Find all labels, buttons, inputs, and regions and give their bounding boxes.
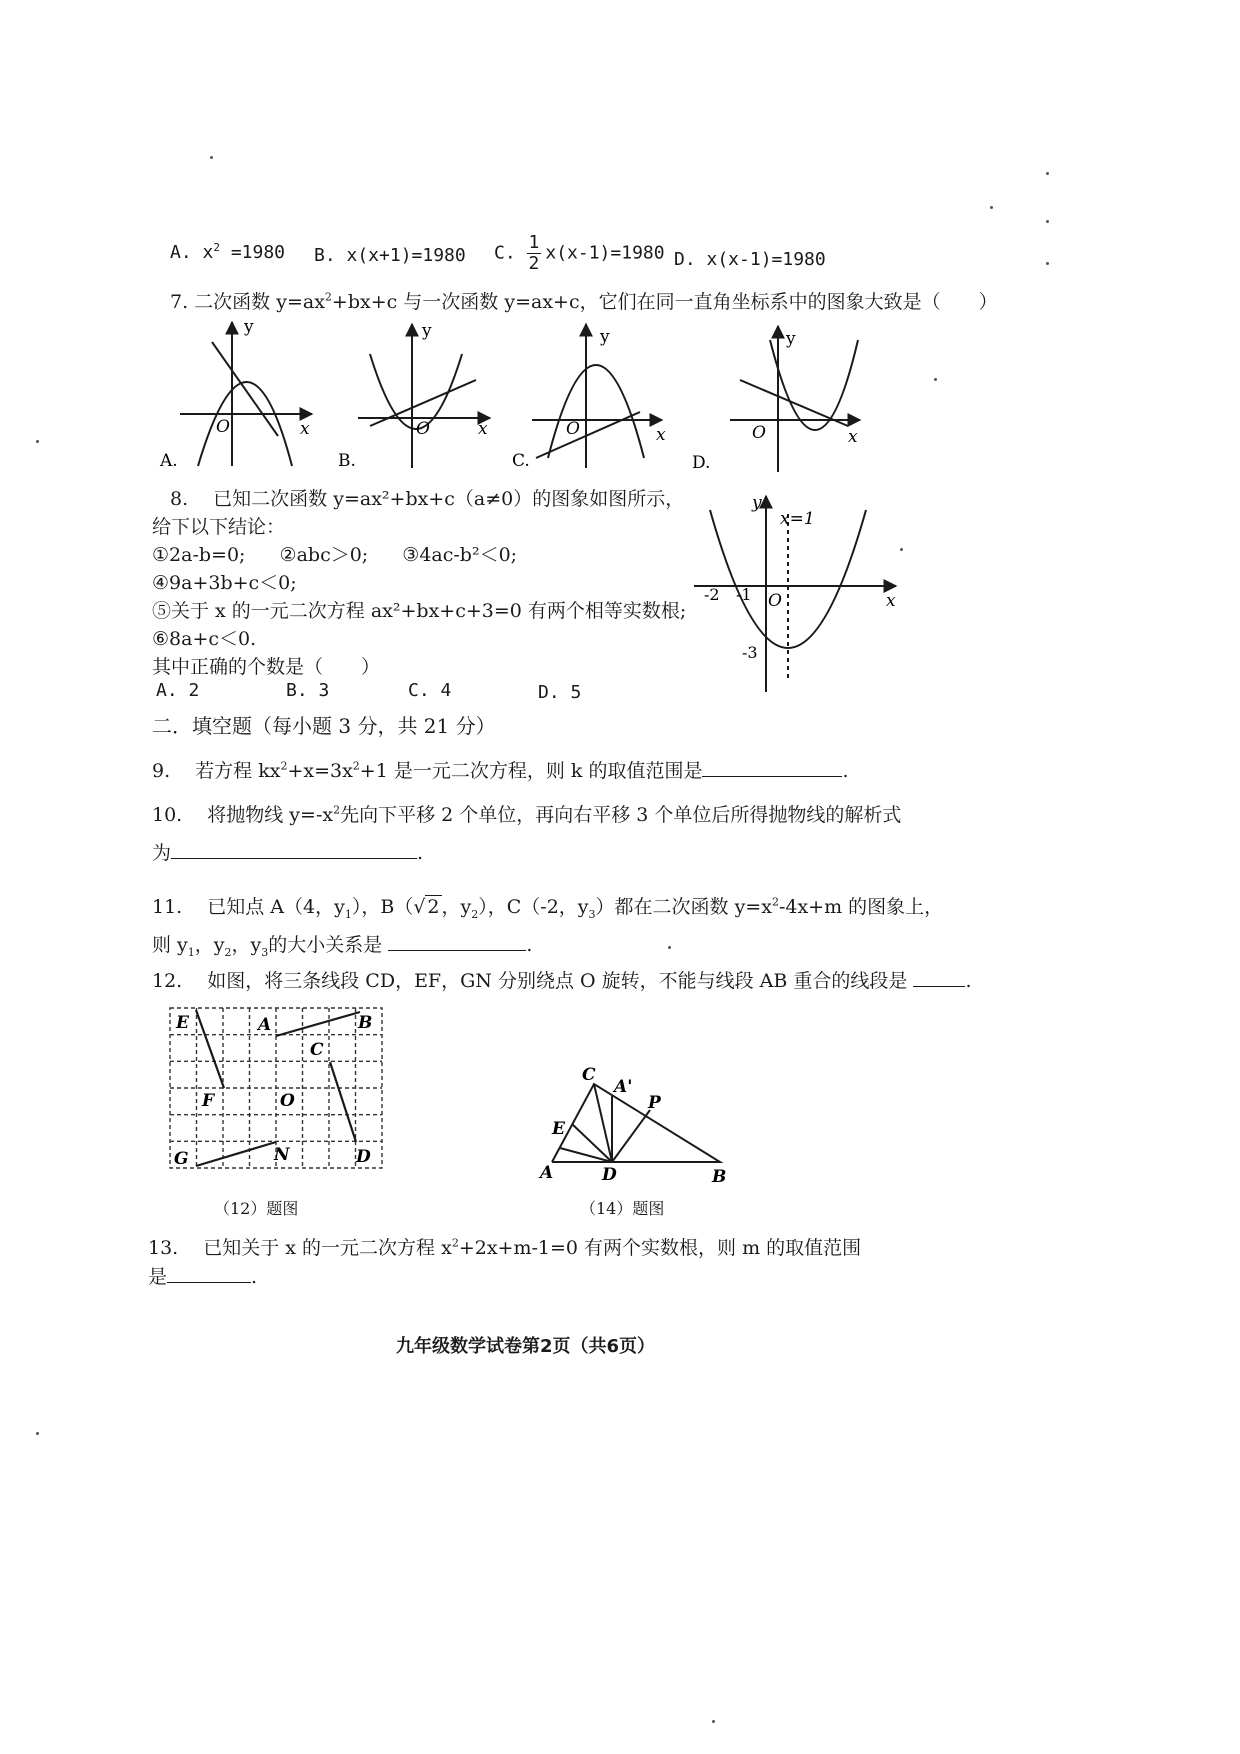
q8-option-c: C. 4 [408,680,452,701]
q8-intro: 给下以下结论： [152,516,286,538]
q8-tick-m2: -2 [704,585,720,604]
scan-speck [210,156,213,159]
q7-c-o: O [566,419,580,439]
q7-label-b: B. [338,451,356,471]
fig12-label-d: D [356,1147,371,1167]
q7-c-x: x [656,425,666,445]
q7-d-x: x [848,427,858,447]
segment-cd [330,1062,356,1142]
q8-conclusion-4: ④9a+3b+c＜0; [152,572,297,594]
q7-graph-b [358,324,490,468]
q8-question: 其中正确的个数是（ ） [152,656,381,678]
fig12-label-n: N [274,1145,290,1165]
scan-speck [990,206,993,209]
triangle-acb [552,1084,720,1162]
section-2-heading: 二．填空题（每小题 3 分，共 21 分） [152,714,496,738]
q7-a-y: y [244,317,254,337]
fig14-label-b: B [712,1167,727,1187]
q11: 11. 已知点 A（4，$y_1$），B（√ 2 ，$y_2$），C（-2，$y_3$）都在二次函数 $y=x^2-4x+m$ 的图象上， [152,895,944,921]
q6-option-a: A. $x^2 =1980$ [170,241,286,263]
q13-answer-line: 是 . [148,1266,258,1288]
scan-speck [712,1720,715,1723]
scan-speck [1046,172,1049,175]
q7-d-y: y [786,329,796,349]
q8-graph-x: x [886,591,896,611]
q6-option-c: C. $\frac{1}{2}$ x(x-1)=1980 [494,232,665,274]
q9: 9. 若方程 $kx^2+x=3x^2+1$ 是一元二次方程，则 k 的取值范围是 . [152,759,849,782]
q6-option-d: D. x(x-1)=1980 [674,249,826,270]
q7-stem: 7. 二次函数 $y=ax^2+bx+c$ 与一次函数 y=ax+c，它们在同一直角坐标系中的图象大致是（ ） [170,290,998,313]
q7-graph-d-wrap [690,320,920,480]
fig12-label-f: F [202,1091,215,1111]
q7-graph-a [180,322,312,466]
scan-speck [668,946,671,949]
scan-speck [1046,220,1049,223]
q10-answer-line: 为 . [152,842,424,864]
fig12-label-e: E [176,1013,189,1033]
q13-answer-blank[interactable] [167,1264,251,1283]
q7-b-y: y [422,321,432,341]
scan-speck [934,378,937,381]
figure-12 [160,1000,400,1180]
q8-tick-m3: -3 [742,643,758,662]
q12: 12. 如图，将三条线段 CD，EF，GN 分别绕点 O 旋转，不能与线段 AB 重合的线段是 . [152,970,972,992]
q7-label-d: D. [692,453,711,473]
q7-b-o: O [416,419,430,439]
q8-conclusion-2: ②abc＞0; [279,544,369,566]
q7-label-a: A. [160,451,178,471]
figure-14 [530,1064,750,1194]
figure-12-grid [170,1008,382,1168]
scan-speck [900,548,903,551]
q8-conclusions-row1 [152,540,517,567]
scan-speck [36,1432,39,1435]
fig12-label-b: B [358,1013,373,1033]
q9-answer-blank[interactable] [702,758,842,777]
scan-speck [36,440,39,443]
segment-gn [196,1142,276,1166]
q8-graph-y: y [752,493,762,513]
q7-a-o: O [216,417,230,437]
q8-graph-o: O [768,591,782,611]
q7-a-x: x [300,419,310,439]
q8-graph-axis-label: x=1 [780,509,815,529]
segment-ef [196,1010,224,1088]
q8-option-d: D. 5 [538,682,582,703]
q8-conclusion-6: ⑥8a+c＜0. [152,628,257,650]
q8-stem: 8. 已知二次函数 y=ax²+bx+c（a≠0）的图象如图所示， [170,488,685,510]
fig14-label-p: P [648,1093,661,1113]
q6-fraction: $\frac{1}{2}$ [528,232,540,274]
segment-dp [612,1110,650,1162]
fig14-label-e: E [552,1119,565,1139]
q7-graph-c [532,324,662,468]
q10-answer-blank[interactable] [171,840,417,859]
page-footer: 九年级数学试卷第2页（共6页） [396,1336,656,1357]
q6-option-b: B. x(x+1)=1980 [314,245,466,266]
fig14-label-a: A [540,1163,554,1183]
q8-conclusion-3: ③4ac-b²＜0; [402,544,518,566]
fig12-label-c: C [310,1040,324,1060]
q10: 10. 将抛物线 $y=-x^2$先向下平移 2 个单位，再向右平移 3 个单位后所得抛物线的解析式 [152,803,902,826]
q11-answer-line: 则 $y_1$，$y_2$，$y_3$的大小关系是 . [152,934,533,959]
q13: 13. 已知关于 x 的一元二次方程 $x^2+2x+m-1=0$ 有两个实数根，则 m 的取值范围 [148,1236,862,1259]
fig14-label-a1: A' [614,1077,633,1097]
q12-answer-blank[interactable] [913,968,965,987]
q8-option-a: A. 2 [156,680,200,701]
scan-speck [1046,262,1049,265]
fig12-label-g: G [174,1149,189,1169]
q8-tick-m1: -1 [736,585,752,604]
q8-conclusion-1: ①2a-b=0; [152,544,246,566]
figure-12-caption: （12）题图 [214,1199,299,1218]
q7-graphs [150,316,710,476]
fig14-label-d: D [602,1165,617,1185]
fig12-label-o: O [280,1091,295,1111]
q7-c-y: y [600,327,610,347]
q8-option-b: B. 3 [286,680,330,701]
q7-d-o: O [752,423,766,443]
q7-b-x: x [478,419,488,439]
q8-conclusion-5: ⑤关于 x 的一元二次方程 ax²+bx+c+3=0 有两个相等实数根; [152,600,687,622]
segment-ab [276,1012,360,1036]
q7-label-c: C. [512,451,530,471]
fig14-label-c: C [582,1065,596,1085]
q8-graph [690,490,910,700]
fig12-label-a: A [258,1015,272,1035]
q11-answer-blank[interactable] [388,932,526,951]
figure-14-caption: （14）题图 [580,1199,665,1218]
